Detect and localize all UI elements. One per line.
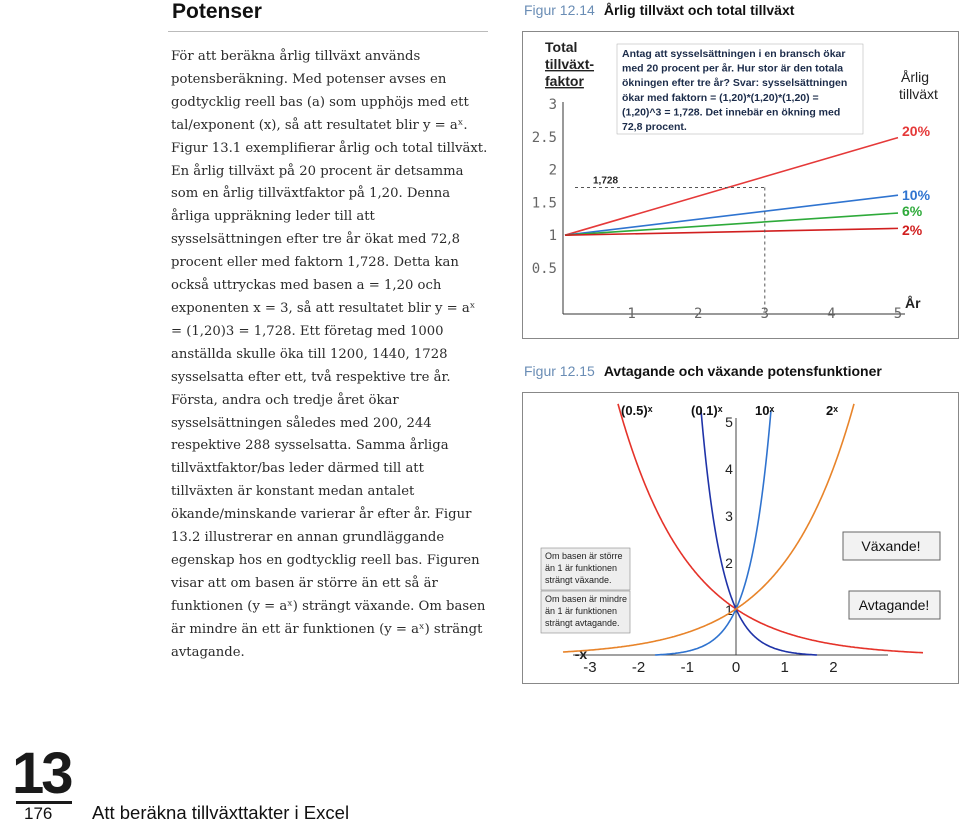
series-legend-title xyxy=(899,69,938,102)
power-functions-chart-svg xyxy=(523,393,958,683)
series-label: 2% xyxy=(902,222,923,238)
series-label: 20% xyxy=(902,123,931,139)
note-text xyxy=(545,594,627,628)
x-tick-label: 1 xyxy=(780,659,789,676)
chapter-number: 13 xyxy=(12,741,71,806)
body-text xyxy=(171,46,489,664)
annotation-line: (1,20)^3 = 1,728. Det innebär en ökning med xyxy=(622,106,841,119)
x-tick-label: 3 xyxy=(760,306,770,322)
y-axis-label-line: faktor xyxy=(545,73,584,89)
note-line: strängt avtagande. xyxy=(545,618,620,628)
y-tick-label: 1.5 xyxy=(531,195,557,212)
growth-chart-svg xyxy=(523,32,958,338)
chapter-title: Att beräkna tillväxttakter i Excel xyxy=(92,802,350,823)
x-tick-label: -1 xyxy=(680,659,694,676)
marked-point-label: 1,728 xyxy=(593,175,619,187)
y-tick-label: 0.5 xyxy=(531,261,557,277)
figure1-caption xyxy=(524,2,794,18)
figure2-title: Avtagande och växande potensfunktioner xyxy=(603,363,882,379)
series-label: 2ˣ xyxy=(826,403,838,418)
y-tick-label: 2 xyxy=(725,555,733,571)
y-tick-label: 2.5 xyxy=(531,129,557,146)
annotation-line: med 20 procent per år. Hur stor är den totala xyxy=(622,62,844,75)
y-tick-label: 1 xyxy=(548,228,557,245)
series-legend-title-line: Årlig xyxy=(901,69,930,85)
figure1-title: Årlig tillväxt och total tillväxt xyxy=(603,2,795,18)
x-tick-label: 5 xyxy=(893,306,903,322)
power-functions-chart xyxy=(522,392,959,684)
x-tick-label: -2 xyxy=(631,659,646,676)
x-tick-label: -3 xyxy=(583,659,597,676)
y-axis-label xyxy=(545,39,594,89)
series-legend-title-line: tillväxt xyxy=(899,86,938,102)
y-tick-label: 3 xyxy=(548,97,557,113)
series-label: 6% xyxy=(902,203,923,219)
x-tick-label: 1 xyxy=(627,306,636,322)
x-axis-label: År xyxy=(905,295,921,311)
heading-rule xyxy=(168,31,488,32)
figure1-number: Figur 12.14 xyxy=(524,2,595,18)
series-label: (0.1)ˣ xyxy=(691,403,723,418)
series-label: (0.5)ˣ xyxy=(621,403,653,418)
annotation-line: ökningen efter tre år? Svar: sysselsättningen xyxy=(622,77,848,90)
y-tick-label: 1 xyxy=(725,602,733,618)
x-tick-label: 0 xyxy=(731,659,741,676)
note-text xyxy=(545,551,623,585)
y-tick-label: 5 xyxy=(725,414,733,430)
callout-increasing: Växande! xyxy=(861,538,921,554)
note-line: än 1 är funktionen xyxy=(545,563,618,573)
note-line: än 1 är funktionen xyxy=(545,606,618,616)
series-curve xyxy=(701,410,817,655)
y-axis-label-line: tillväxt- xyxy=(545,56,595,72)
figure2-caption xyxy=(524,363,882,379)
callout-decreasing: Avtagande! xyxy=(858,597,930,613)
x-tick-label: 2 xyxy=(829,659,838,676)
y-tick-label: 2 xyxy=(548,162,557,179)
note-line: strängt växande. xyxy=(545,575,612,585)
x-axis-label: -x xyxy=(574,646,588,662)
x-tick-label: 2 xyxy=(693,306,703,322)
note-line: Om basen är mindre xyxy=(545,594,628,604)
figure2-number: Figur 12.15 xyxy=(524,363,595,379)
annotation-line: 72,8 procent. xyxy=(622,121,687,133)
body-paragraph: För att beräkna årlig tillväxt används potensberäkning. Med potenser avses en godtycklig reell bas (a) som upphöjs med ett tal/exponent (x), så att resultatet blir y = aˣ. Figur 13.1 exemplifierar årlig och total tillväxt. En årlig tillväxt på 20 procent är detsamma som en årlig tillväxtfaktor på 1,20. Denna årliga uppräkning leder till att sysselsättningen efter tre år ökat med 72,8 procent eller med faktorn 1,728. Detta kan också uttryckas med basen a = 1,20 och exponenten x = 3, så att resultatet blir y = aˣ = (1,20)3 = 1,728. Ett företag med 1000 anställda skulle öka till 1200, 1440, 1728 sysselsatta efter ett, två respektive tre år. Första, andra och tredje året ökar sysselsättningen således med 200, 244 respektive 288 sysselsatta. Samma årliga tillväxtfaktor/bas leder därmed till att tillväxten är konstant medan antalet ökande/minskande varierar år efter år. Figur 13.2 illustrerar en annan grundläggande egenskap hos en godtycklig reell bas. Figuren visar att om basen är större än ett så är funktionen (y = aˣ) strängt växande. Om basen är mindre än ett är funktionen (y = aˣ) strängt avtagande. xyxy=(171,49,488,660)
series-curve xyxy=(655,410,771,655)
y-tick-label: 3 xyxy=(725,508,733,524)
y-axis-label-line: Total xyxy=(545,39,578,55)
series-label: 10% xyxy=(902,187,931,203)
annotation-line: Antag att sysselsättningen i en bransch ökar xyxy=(622,48,846,60)
growth-chart xyxy=(522,31,959,339)
y-tick-label: 4 xyxy=(725,461,733,477)
x-tick-label: 4 xyxy=(827,306,836,322)
page-number: 176 xyxy=(24,804,53,823)
annotation-line: ökar med faktorn = (1,20)*(1,20)*(1,20) = xyxy=(622,91,819,104)
section-heading: Potenser xyxy=(172,0,262,23)
note-line: Om basen är större xyxy=(545,551,623,561)
series-label: 10ˣ xyxy=(755,403,775,418)
